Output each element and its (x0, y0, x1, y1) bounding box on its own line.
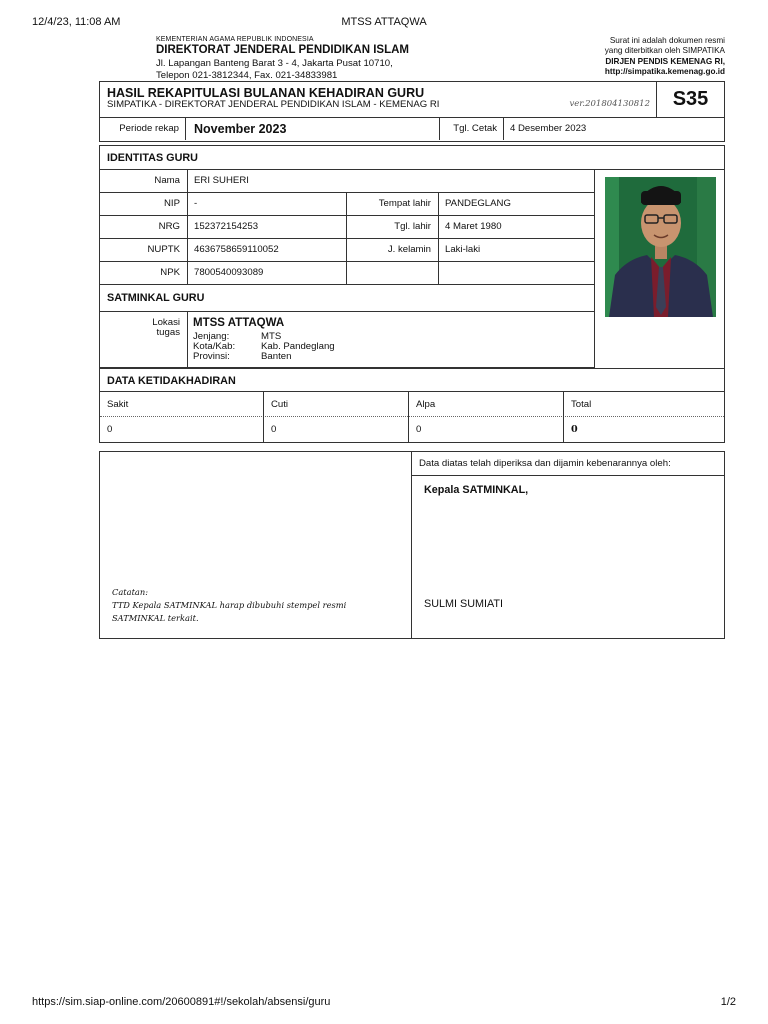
row-nip (100, 193, 594, 216)
npk-label: NPK (160, 267, 180, 278)
lokasi-tugas (100, 312, 594, 368)
row-nuptk (100, 239, 594, 262)
lokasi-label-line-1: Lokasi (152, 317, 180, 328)
value-cuti: 0 (271, 424, 277, 435)
tempat-lahir-value: PANDEGLANG (445, 198, 511, 209)
teacher-photo (605, 177, 716, 317)
divider (187, 216, 188, 238)
print-url: https://sim.siap-online.com/20600891#!/sekolah/absensi/guru (32, 996, 331, 1008)
report-title: HASIL REKAPITULASI BULANAN KEHADIRAN GURU (107, 86, 425, 100)
divider (346, 262, 347, 284)
nip-label: NIP (164, 198, 180, 209)
satminkal-heading: SATMINKAL GURU (107, 292, 205, 304)
jkel-value: Laki-laki (445, 244, 481, 255)
value-sakit: 0 (107, 424, 113, 435)
col-total: Total (571, 399, 592, 410)
tgl-lahir-value: 4 Maret 1980 (445, 221, 502, 232)
divider (187, 170, 188, 192)
periode-row (99, 118, 725, 142)
signer-role: Kepala SATMINKAL, (424, 484, 529, 496)
school-name: MTSS ATTAQWA (193, 317, 285, 329)
jenjang-label: Jenjang: (193, 331, 230, 342)
ketidakhadiran-heading: DATA KETIDAKHADIRAN (100, 368, 724, 392)
npk-value: 7800540093089 (194, 267, 264, 278)
photo-cell (594, 170, 724, 368)
periode-value: November 2023 (194, 122, 287, 136)
provinsi-value: Banten (261, 351, 292, 362)
row-npk (100, 262, 594, 285)
row-nrg (100, 216, 594, 239)
divider (408, 392, 409, 442)
notice-link: http://simpatika.kemenag.go.id (604, 67, 725, 77)
notice-line-1: Surat ini adalah dokumen resmi (609, 36, 725, 45)
col-sakit: Sakit (107, 399, 129, 410)
col-cuti: Cuti (271, 399, 289, 410)
notice-line-2: yang diterbitkan oleh SIMPATIKA (604, 46, 725, 56)
form-code: S35 (656, 82, 724, 117)
value-alpa: 0 (416, 424, 422, 435)
teacher-data-box (99, 145, 725, 443)
print-footer (32, 996, 736, 1010)
note-line-1: TTD Kepala SATMINKAL harap dibubuhi stempel resmi (112, 600, 347, 610)
signature-box (99, 451, 725, 639)
nrg-value: 152372154253 (194, 221, 259, 232)
jkel-label: J. kelamin (387, 244, 431, 255)
periode-label: Periode rekap (100, 118, 186, 140)
lokasi-label-line-2: tugas (156, 327, 180, 338)
absence-table (100, 392, 724, 442)
report-subtitle: SIMPATIKA - DIREKTORAT JENDERAL PENDIDIKAN ISLAM - KEMENAG RI (107, 99, 440, 110)
tgl-lahir-label: Tgl. lahir (394, 221, 431, 232)
lokasi-label (100, 318, 180, 338)
print-date-value: 4 Desember 2023 (510, 123, 587, 134)
divider (187, 262, 188, 284)
divider (438, 216, 439, 238)
divider (263, 392, 264, 442)
value-total: 0 (571, 424, 578, 435)
satminkal-heading-row (100, 285, 594, 312)
divider (438, 239, 439, 261)
print-header (32, 16, 736, 30)
nuptk-label: NUPTK (147, 244, 180, 255)
divider (438, 262, 439, 284)
divider (187, 312, 188, 367)
divider (563, 392, 564, 442)
teacher-portrait-icon (605, 177, 716, 317)
nip-value: - (194, 198, 198, 209)
letterhead (156, 36, 436, 81)
note-title: Catatan: (112, 587, 148, 597)
kota-value: Kab. Pandeglang (261, 341, 335, 352)
absence-value-row (100, 417, 724, 442)
divider (438, 193, 439, 215)
letterhead-address: Jl. Lapangan Banteng Barat 3 - 4, Jakarta Pusat 10710, (156, 57, 393, 69)
version-label: ver.201804130812 (569, 99, 650, 109)
identitas-heading: IDENTITAS GURU (100, 146, 724, 170)
print-date: 12/4/23, 11:08 AM (32, 16, 121, 28)
directorate-name: DIREKTORAT JENDERAL PENDIDIKAN ISLAM (156, 44, 410, 56)
note (112, 586, 392, 625)
report-title-box (99, 81, 725, 118)
tempat-lahir-label: Tempat lahir (378, 198, 431, 209)
kota-label: Kota/Kab: (193, 341, 236, 352)
nama-value: ERI SUHERI (194, 175, 249, 186)
official-notice (505, 36, 725, 78)
nama-label: Nama (154, 175, 180, 186)
divider (187, 239, 188, 261)
verification-statement: Data diatas telah diperiksa dan dijamin kebenarannya oleh: (412, 452, 724, 476)
col-alpa: Alpa (416, 399, 436, 410)
row-nama (100, 170, 594, 193)
print-page-title: MTSS ATTAQWA (341, 16, 427, 28)
signer-name: SULMI SUMIATI (424, 598, 503, 610)
print-page-number: 1/2 (720, 996, 736, 1008)
note-line-2: SATMINKAL terkait. (112, 613, 199, 623)
provinsi-label: Provinsi: (193, 351, 230, 362)
print-date-label: Tgl. Cetak (439, 118, 504, 140)
divider (187, 193, 188, 215)
divider (411, 452, 412, 638)
jenjang-value: MTS (261, 331, 282, 342)
letterhead-phone: Telepon 021-3812344, Fax. 021-34833981 (156, 69, 338, 81)
nrg-label: NRG (158, 221, 180, 232)
absence-header-row (100, 392, 724, 417)
provinsi-row (193, 352, 291, 362)
nuptk-value: 4636758659110052 (194, 244, 279, 255)
notice-line-3: DIRJEN PENDIS KEMENAG RI, (605, 56, 725, 66)
agency-name: KEMENTERIAN AGAMA REPUBLIK INDONESIA (156, 36, 314, 43)
